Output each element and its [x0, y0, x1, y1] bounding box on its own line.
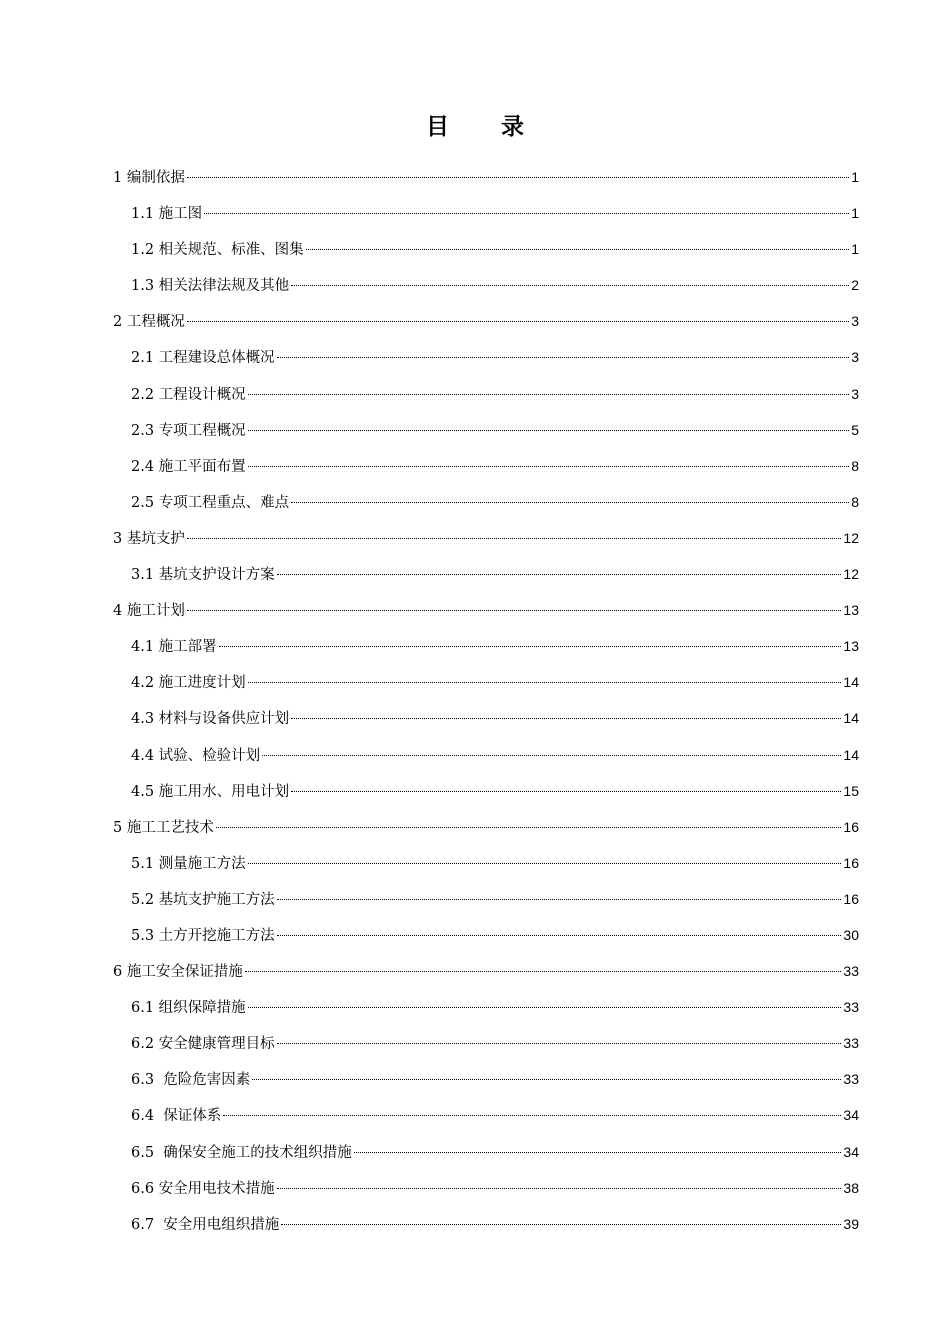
dot-leader [219, 646, 842, 647]
dot-leader [187, 177, 849, 178]
toc-page-number: 39 [843, 1215, 859, 1232]
toc-section-entry[interactable] [113, 989, 859, 1025]
toc-entry-title: 2.3 专项工程概况 [131, 422, 246, 439]
toc-page-number: 3 [851, 385, 859, 402]
page-title [0, 108, 950, 141]
toc-section-entry[interactable] [113, 773, 859, 809]
toc-page-number: 33 [843, 999, 859, 1016]
toc-section-entry[interactable] [113, 1134, 859, 1170]
dot-leader [187, 610, 842, 611]
toc-section-entry[interactable] [113, 376, 859, 412]
toc-page-number: 12 [843, 529, 859, 546]
toc-section-entry[interactable] [113, 737, 859, 773]
toc-page-number: 13 [843, 638, 859, 655]
toc-page-number: 30 [843, 926, 859, 943]
toc-page-number: 34 [843, 1107, 859, 1124]
toc-page-number: 16 [843, 818, 859, 835]
dot-leader [248, 682, 842, 683]
toc-section-entry[interactable] [113, 1097, 859, 1133]
toc-entry-title: 6.5 确保安全施工的技术组织措施 [131, 1144, 352, 1161]
toc-section-entry[interactable] [113, 195, 859, 231]
toc-page-number: 1 [851, 241, 859, 258]
table-of-contents [113, 159, 859, 1242]
toc-entry-title: 6.6 安全用电技术措施 [131, 1180, 275, 1197]
toc-chapter-entry[interactable] [113, 592, 859, 628]
toc-entry-title: 4 施工计划 [113, 603, 185, 620]
title-char-lu: 录 [501, 114, 524, 140]
dot-leader [216, 827, 842, 828]
toc-chapter-entry[interactable] [113, 809, 859, 845]
toc-page-number: 16 [843, 854, 859, 871]
toc-page-number: 12 [843, 566, 859, 583]
dot-leader [291, 718, 841, 719]
toc-page-number: 8 [851, 493, 859, 510]
toc-entry-title: 3.1 基坑支护设计方案 [131, 567, 275, 584]
toc-section-entry[interactable] [113, 267, 859, 303]
dot-leader [187, 538, 842, 539]
toc-page-number: 3 [851, 313, 859, 330]
dot-leader [277, 357, 850, 358]
dot-leader [277, 1188, 842, 1189]
dot-leader [277, 1043, 842, 1044]
dot-leader [248, 466, 850, 467]
dot-leader [291, 791, 841, 792]
toc-section-entry[interactable] [113, 1061, 859, 1097]
toc-page-number: 5 [851, 421, 859, 438]
toc-section-entry[interactable] [113, 339, 859, 375]
dot-leader [306, 249, 850, 250]
dot-leader [281, 1224, 841, 1225]
toc-entry-title: 2.4 施工平面布置 [131, 458, 246, 475]
dot-leader [252, 1079, 841, 1080]
toc-entry-title: 1 编制依据 [113, 170, 185, 186]
title-char-mu: 目 [426, 114, 449, 140]
toc-entry-title: 5 施工工艺技术 [113, 819, 214, 836]
toc-page-number: 1 [851, 205, 859, 222]
toc-entry-title: 6.2 安全健康管理目标 [131, 1036, 275, 1053]
toc-entry-title: 4.2 施工进度计划 [131, 675, 246, 692]
toc-entry-title: 2.2 工程设计概况 [131, 386, 246, 403]
toc-page-number: 33 [843, 1035, 859, 1052]
toc-entry-title: 2.1 工程建设总体概况 [131, 350, 275, 367]
dot-leader [248, 430, 850, 431]
toc-entry-title: 4.1 施工部署 [131, 639, 217, 656]
toc-section-entry[interactable] [113, 231, 859, 267]
toc-section-entry[interactable] [113, 1206, 859, 1242]
dot-leader [291, 502, 849, 503]
toc-entry-title: 1.1 施工图 [131, 206, 203, 223]
dot-leader [277, 899, 842, 900]
toc-chapter-entry[interactable] [113, 303, 859, 339]
toc-section-entry[interactable] [113, 448, 859, 484]
toc-entry-title: 6.4 保证体系 [131, 1108, 222, 1125]
toc-entry-title: 1.3 相关法律法规及其他 [131, 278, 290, 295]
dot-leader [291, 285, 849, 286]
toc-page-number: 13 [843, 602, 859, 619]
toc-section-entry[interactable] [113, 881, 859, 917]
toc-section-entry[interactable] [113, 1025, 859, 1061]
dot-leader [245, 971, 842, 972]
toc-entry-title: 5.2 基坑支护施工方法 [131, 891, 275, 908]
toc-entry-title: 3 基坑支护 [113, 530, 185, 547]
dot-leader [187, 321, 849, 322]
dot-leader [277, 574, 842, 575]
toc-section-entry[interactable] [113, 412, 859, 448]
toc-section-entry[interactable] [113, 917, 859, 953]
toc-section-entry[interactable] [113, 484, 859, 520]
toc-chapter-entry[interactable] [113, 953, 859, 989]
toc-entry-title: 5.3 土方开挖施工方法 [131, 927, 275, 944]
toc-entry-title: 5.1 测量施工方法 [131, 855, 246, 872]
toc-section-entry[interactable] [113, 700, 859, 736]
toc-entry-title: 6.7 安全用电组织措施 [131, 1216, 280, 1233]
dot-leader [248, 394, 850, 395]
toc-page-number: 2 [851, 277, 859, 294]
toc-section-entry[interactable] [113, 845, 859, 881]
toc-section-entry[interactable] [113, 628, 859, 664]
toc-page-number: 1 [851, 169, 859, 185]
toc-page-number: 14 [843, 674, 859, 691]
toc-page-number: 15 [843, 782, 859, 799]
toc-entry-title: 4.3 材料与设备供应计划 [131, 711, 290, 728]
toc-chapter-entry[interactable] [113, 159, 859, 195]
toc-page-number: 16 [843, 890, 859, 907]
toc-page-number: 33 [843, 963, 859, 980]
toc-page-number: 38 [843, 1179, 859, 1196]
toc-entry-title: 6.3 危险危害因素 [131, 1072, 251, 1089]
toc-entry-title: 4.4 试验、检验计划 [131, 747, 261, 764]
toc-entry-title: 6 施工安全保证措施 [113, 964, 243, 981]
toc-page-number: 34 [843, 1143, 859, 1160]
dot-leader [248, 863, 842, 864]
toc-section-entry[interactable] [113, 664, 859, 700]
toc-page-number: 8 [851, 457, 859, 474]
dot-leader [354, 1152, 842, 1153]
toc-page-number: 33 [843, 1071, 859, 1088]
toc-entry-title: 2.5 专项工程重点、难点 [131, 494, 290, 511]
toc-entry-title: 6.1 组织保障措施 [131, 1000, 246, 1017]
toc-chapter-entry[interactable] [113, 520, 859, 556]
toc-entry-title: 4.5 施工用水、用电计划 [131, 783, 290, 800]
toc-section-entry[interactable] [113, 1170, 859, 1206]
toc-entry-title: 2 工程概况 [113, 314, 185, 331]
dot-leader [248, 1007, 842, 1008]
toc-section-entry[interactable] [113, 556, 859, 592]
toc-page-number: 14 [843, 746, 859, 763]
dot-leader [277, 935, 842, 936]
dot-leader [262, 755, 841, 756]
dot-leader [223, 1115, 841, 1116]
toc-page-number: 14 [843, 710, 859, 727]
toc-entry-title: 1.2 相关规范、标准、图集 [131, 242, 304, 259]
toc-page-number: 3 [851, 349, 859, 366]
dot-leader [204, 213, 849, 214]
